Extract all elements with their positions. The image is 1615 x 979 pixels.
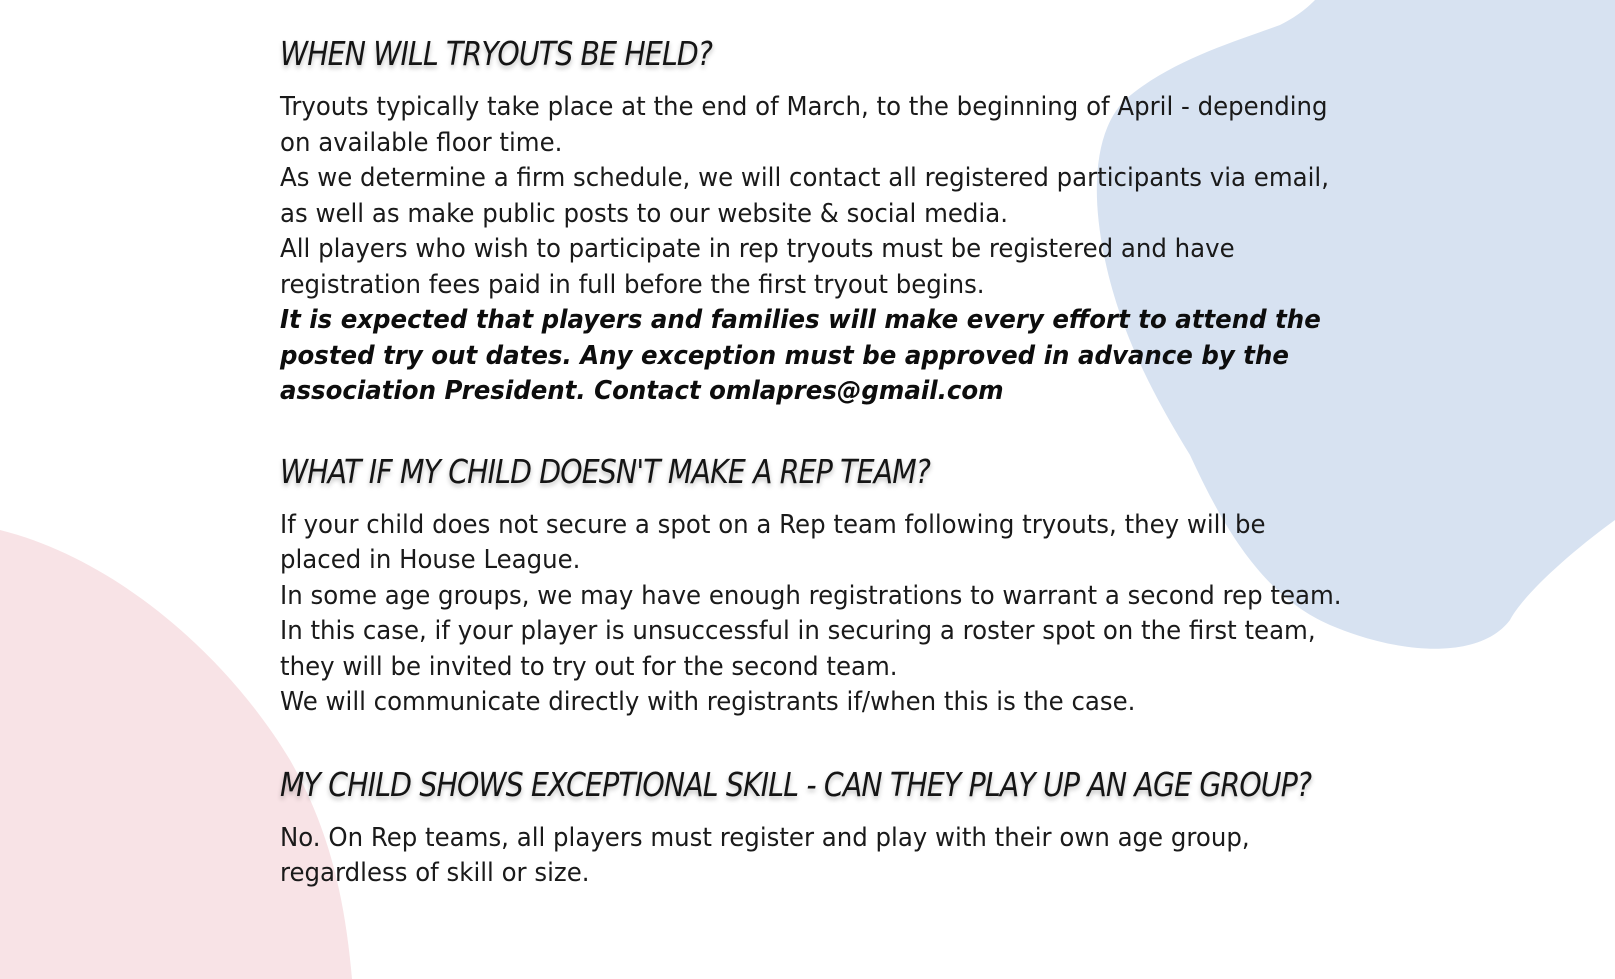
faq-heading: WHEN WILL TRYOUTS BE HELD? — [280, 34, 713, 73]
answer-paragraph: All players who wish to participate in rep tryouts must be registered and have registration fees paid in full before the first tryout begins. — [280, 234, 1235, 300]
faq-section-tryouts-schedule — [280, 30, 1340, 410]
answer-paragraph: We will communicate directly with registrants if/when this is the case. — [280, 687, 1136, 717]
faq-section-playing-up-age-group — [280, 761, 1340, 892]
faq-heading: MY CHILD SHOWS EXCEPTIONAL SKILL - CAN THEY PLAY UP AN AGE GROUP? — [280, 764, 1312, 804]
faq-answer — [280, 821, 1346, 892]
faq-answer — [280, 90, 1346, 410]
answer-paragraph: No. On Rep teams, all players must register and play with their own age group, regardless of skill or size. — [280, 822, 1250, 888]
faq-section-not-making-rep-team — [280, 448, 1340, 721]
answer-paragraph: If your child does not secure a spot on a Rep team following tryouts, they will be placed in House League. — [280, 509, 1266, 575]
answer-paragraph: As we determine a firm schedule, we will contact all registered participants via email, as well as make public posts to our website & social media. — [280, 163, 1329, 229]
faq-answer — [280, 508, 1346, 721]
attendance-notice: It is expected that players and families will make every effort to attend the posted try out dates. Any exception must be approved in advance by the association President. Contact omlapres@gmail.com — [280, 305, 1321, 406]
answer-paragraph: Tryouts typically take place at the end of March, to the beginning of April - depending on available floor time. — [280, 92, 1328, 158]
faq-content — [280, 30, 1340, 930]
faq-heading: WHAT IF MY CHILD DOESN'T MAKE A REP TEAM? — [280, 451, 931, 491]
answer-paragraph: In some age groups, we may have enough registrations to warrant a second rep team. In this case, if your player is unsuccessful in securing a roster spot on the first team, they will be invited to try out for the second team. — [280, 580, 1342, 682]
